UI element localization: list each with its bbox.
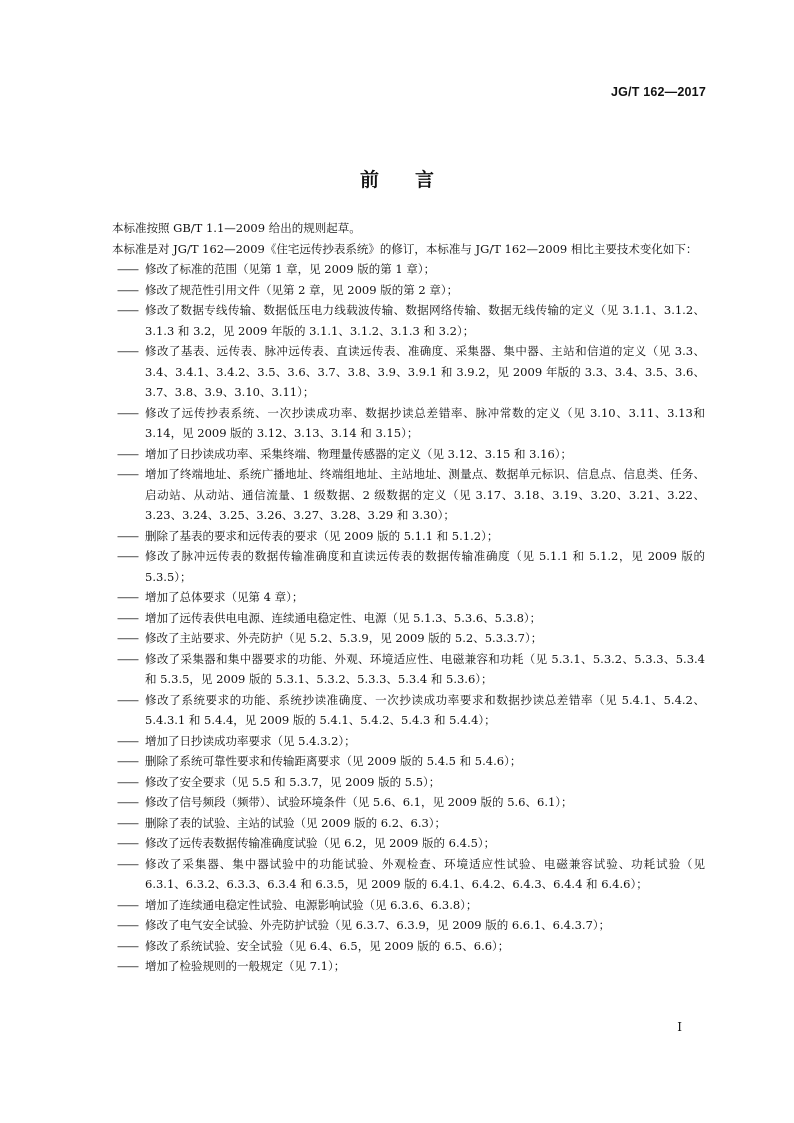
intro-paragraph: 本标准是对 JG/T 162—2009《住宅远传抄表系统》的修订，本标准与 JG/T 162—2009 相比主要技术变化如下： [112,241,698,256]
change-item [89,854,705,895]
change-item [89,915,705,936]
change-item [89,792,705,813]
list-dash-marker: —— [117,467,138,481]
change-item [89,895,705,916]
change-item [89,628,705,649]
change-item-text: 修改了采集器、集中器试验中的功能试验、外观检查、环境适应性试验、电磁兼容试验、功耗试验（见 6.3.1、6.3.2、6.3.3、6.3.4 和 6.3.5，见 2009 版的 6.4.1、6.4.2、6.4.3、6.4.4 和 6.4.6）； [145,856,705,891]
list-dash-marker: —— [117,795,138,809]
change-item [89,649,705,690]
document-body [89,218,705,977]
change-item-text: 修改了标准的范围（见第 1 章，见 2009 版的第 1 章）； [145,262,436,276]
list-dash-marker: —— [117,774,138,789]
list-dash-marker: —— [117,344,138,358]
change-item-text: 修改了远传表数据传输准确度试验（见 6.2，见 2009 版的 6.4.5）； [145,836,496,850]
page-title: 前言 [359,168,470,191]
list-dash-marker: —— [117,590,138,604]
list-dash-marker: —— [117,692,138,707]
list-dash-marker: —— [117,405,138,420]
change-item [89,587,705,608]
list-dash-marker: —— [117,815,138,830]
change-item-text: 修改了远传抄表系统、一次抄读成功率、数据抄读总差错率、脉冲常数的定义（见 3.10、3.11、3.13和 3.14，见 2009 版的 3.12、3.13、3.14 和 3.15）； [145,405,705,440]
change-item-text: 增加了终端地址、系统广播地址、终端组地址、主站地址、测量点、数据单元标识、信息点、信息类、任务、启动站、从动站、通信流量、1 级数据、2 级数据的定义（见 3.17、3.18、3.19、3.20、3.21、3.22、3.23、3.24、3.25、3.26、3.27、3.28、3.29 和 3.30）； [145,467,705,522]
change-item [89,444,705,465]
change-item-text: 增加了远传表供电电源、连续通电稳定性、电源（见 5.1.3、5.3.6、5.3.8）； [145,610,542,625]
list-dash-marker: —— [117,262,138,276]
list-dash-marker: —— [117,918,138,932]
change-item-text: 修改了系统试验、安全试验（见 6.4、6.5，见 2009 版的 6.5、6.6）； [145,938,510,953]
list-dash-marker: —— [117,282,138,297]
change-item [89,608,705,629]
list-dash-marker: —— [117,836,138,850]
change-item-text: 增加了连续通电稳定性试验、电源影响试验（见 6.3.6、6.3.8）； [145,897,478,912]
list-dash-marker: —— [117,651,138,666]
change-item-text: 修改了采集器和集中器要求的功能、外观、环境适应性、电磁兼容和功耗（见 5.3.1、5.3.2、5.3.3、5.3.4 和 5.3.5，见 2009 版的 5.3.1、5.3.2、5.3.3、5.3.4 和 5.3.6）； [145,651,705,686]
list-dash-marker: —— [117,938,138,953]
change-item [89,690,705,731]
list-dash-marker: —— [117,631,138,645]
list-dash-marker: —— [117,549,138,563]
change-item-text: 修改了脉冲远传表的数据传输准确度和直读远传表的数据传输准确度（见 5.1.1 和 5.1.2，见 2009 版的 5.3.5）； [145,549,705,584]
change-item-text: 修改了信号频段（频带）、试验环境条件（见 5.6、6.1，见 2009 版的 5.6、6.1）； [145,795,573,809]
standard-code: JG/T 162—2017 [610,85,706,99]
list-dash-marker: —— [117,733,138,748]
change-item [89,772,705,793]
change-item [89,813,705,834]
list-dash-marker: —— [117,754,138,768]
change-item-text: 删除了系统可靠性要求和传输距离要求（见 2009 版的 5.4.5 和 5.4.6）； [145,754,522,768]
change-item [89,526,705,547]
change-item-text: 修改了系统要求的功能、系统抄读准确度、一次抄读成功率要求和数据抄读总差错率（见 5.4.1、5.4.2、5.4.3.1 和 5.4.4，见 2009 版的 5.4.1、5.4.2、5.4.3 和 5.4.4）； [145,692,705,727]
change-item-text: 修改了安全要求（见 5.5 和 5.3.7，见 2009 版的 5.5）； [145,774,441,789]
list-dash-marker: —— [117,303,138,317]
change-item-text: 增加了总体要求（见第 4 章）； [145,590,304,604]
change-item-text: 增加了日抄读成功率要求（见 5.4.3.2）； [145,733,356,748]
list-dash-marker: —— [117,959,138,973]
change-item [89,731,705,752]
list-dash-marker: —— [117,446,138,461]
change-item [89,751,705,772]
intro-paragraph: 本标准按照 GB/T 1.1—2009 给出的规则起草。 [112,221,361,235]
change-item-text: 修改了主站要求、外壳防护（见 5.2、5.3.9，见 2009 版的 5.2、5.3.3.7）； [145,631,543,645]
change-item-text: 删除了表的试验、主站的试验（见 2009 版的 6.2、6.3）； [145,815,447,830]
change-item [89,546,705,587]
change-item-text: 修改了数据专线传输、数据低压电力线载波传输、数据网络传输、数据无线传输的定义（见 3.1.1、3.1.2、3.1.3 和 3.2，见 2009 年版的 3.1.1、3.1.2、3.1.3 和 3.2）； [145,303,705,338]
change-item [89,464,705,526]
list-dash-marker: —— [117,610,138,625]
change-item-text: 修改了基表、远传表、脉冲远传表、直读远传表、准确度、采集器、集中器、主站和信道的定义（见 3.3、3.4、3.4.1、3.4.2、3.5、3.6、3.7、3.8、3.9、3.9.1 和 3.9.2，见 2009 年版的 3.3、3.4、3.5、3.6、3.7、3.8、3.9、3.10、3.11）； [145,344,705,399]
change-item [89,341,705,403]
change-item [89,833,705,854]
change-item [89,259,705,280]
page-number: I [677,1020,682,1034]
change-item-text: 增加了检验规则的一般规定（见 7.1）； [145,959,346,973]
change-list [89,259,705,977]
change-item [89,280,705,301]
list-dash-marker: —— [117,856,138,871]
change-item-text: 删除了基表的要求和远传表的要求（见 2009 版的 5.1.1 和 5.1.2）； [145,528,499,543]
change-item [89,403,705,444]
change-item-text: 修改了电气安全试验、外壳防护试验（见 6.3.7、6.3.9，见 2009 版的 6.6.1、6.4.3.7）； [145,918,611,932]
change-item [89,936,705,957]
list-dash-marker: —— [117,528,138,543]
change-item [89,956,705,977]
list-dash-marker: —— [117,897,138,912]
change-item [89,300,705,341]
change-item-text: 增加了日抄读成功率、采集终端、物理量传感器的定义（见 3.12、3.15 和 3.16）； [145,446,573,461]
change-item-text: 修改了规范性引用文件（见第 2 章，见 2009 版的第 2 章）； [145,282,459,297]
